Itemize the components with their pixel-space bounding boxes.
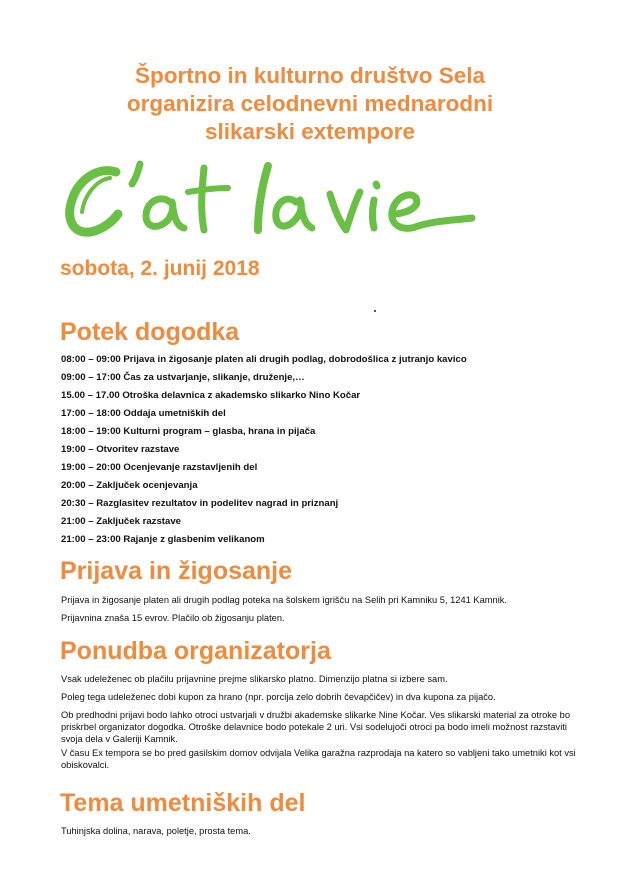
schedule-item: 20:00 – Zaključek ocenjevanja (61, 480, 198, 491)
registration-paragraph: Prijavnina znaša 15 evrov. Plačilo ob žigosanju platen. (61, 613, 285, 623)
title-line: Športno in kulturno društvo Sela (134, 63, 485, 88)
program-schedule (61, 351, 581, 549)
organizer-title (60, 62, 560, 146)
schedule-item: 20:30 – Razglasitev rezultatov in podelitev nagrad in priznanj (61, 498, 339, 509)
offer-paragraph: V času Ex tempora se bo pred gasilskim domov odvijala Velika garažna razprodaja na katero so vabljeni tako umetniki kot vsi obiskovalci. (61, 748, 576, 770)
title-line: organizira celodnevni mednarodni (126, 91, 494, 116)
theme-heading: Tema umetniških del (60, 789, 306, 817)
schedule-item: 19:00 – Otvoritev razstave (61, 444, 180, 455)
title-line: slikarski extempore (204, 119, 416, 144)
offer-paragraph: Poleg tega udeleženec dobi kupon za hrano (npr. porcija zelo dobrih čevapčičev) in dva kupona za pijačo. (61, 692, 496, 702)
offer-paragraph: Ob predhodni prijavi bodo lahko otroci ustvarjali v družbi akademske slikarke Nine Kočar. Ves slikarski material za otroke bo priskrbel organizator dogodka. Otroške delavnice bodo potekale 2 uri. Vsi sodelujoči otroci pa bodo imeli možnost razstaviti svoja dela v Galeriji Kamnik. (61, 710, 570, 744)
cest-la-vie-logo (58, 158, 478, 248)
schedule-item: 17:00 – 18:00 Oddaja umetniških del (61, 408, 226, 419)
schedule-item: 15.00 – 17.00 Otroška delavnica z akademsko slikarko Nino Kočar (61, 390, 361, 401)
event-date: sobota, 2. junij 2018 (60, 257, 260, 280)
schedule-item: 18:00 – 19:00 Kulturni program – glasba, hrana in pijača (61, 426, 316, 437)
schedule-item: 09:00 – 17:00 Čas za ustvarjanje, slikanje, druženje,… (61, 372, 305, 383)
schedule-item: 21:00 – 23:00 Rajanje z glasbenim velikanom (61, 534, 265, 545)
registration-paragraph: Prijava in žigosanje platen ali drugih podlag poteka na šolskem igrišču na Selih pri Kamniku 5, 1241 Kamnik. (61, 595, 507, 605)
program-heading: Potek dogodka (60, 318, 240, 346)
registration-heading: Prijava in žigosanje (60, 557, 293, 585)
offer-heading: Ponudba organizatorja (60, 637, 331, 665)
theme-paragraph: Tuhinjska dolina, narava, poletje, prosta tema. (61, 826, 251, 836)
offer-paragraph: Vsak udeleženec ob plačilu prijavnine prejme slikarsko platno. Dimenzijo platna si izbere sam. (61, 674, 448, 684)
decorative-dot (374, 310, 376, 312)
schedule-item: 19:00 – 20:00 Ocenjevanje razstavljenih del (61, 462, 258, 473)
schedule-item: 08:00 – 09:00 Prijava in žigosanje platen ali drugih podlag, dobrodošlica z jutranjo kavico (61, 354, 467, 365)
schedule-item: 21:00 – Zaključek razstave (61, 516, 182, 527)
